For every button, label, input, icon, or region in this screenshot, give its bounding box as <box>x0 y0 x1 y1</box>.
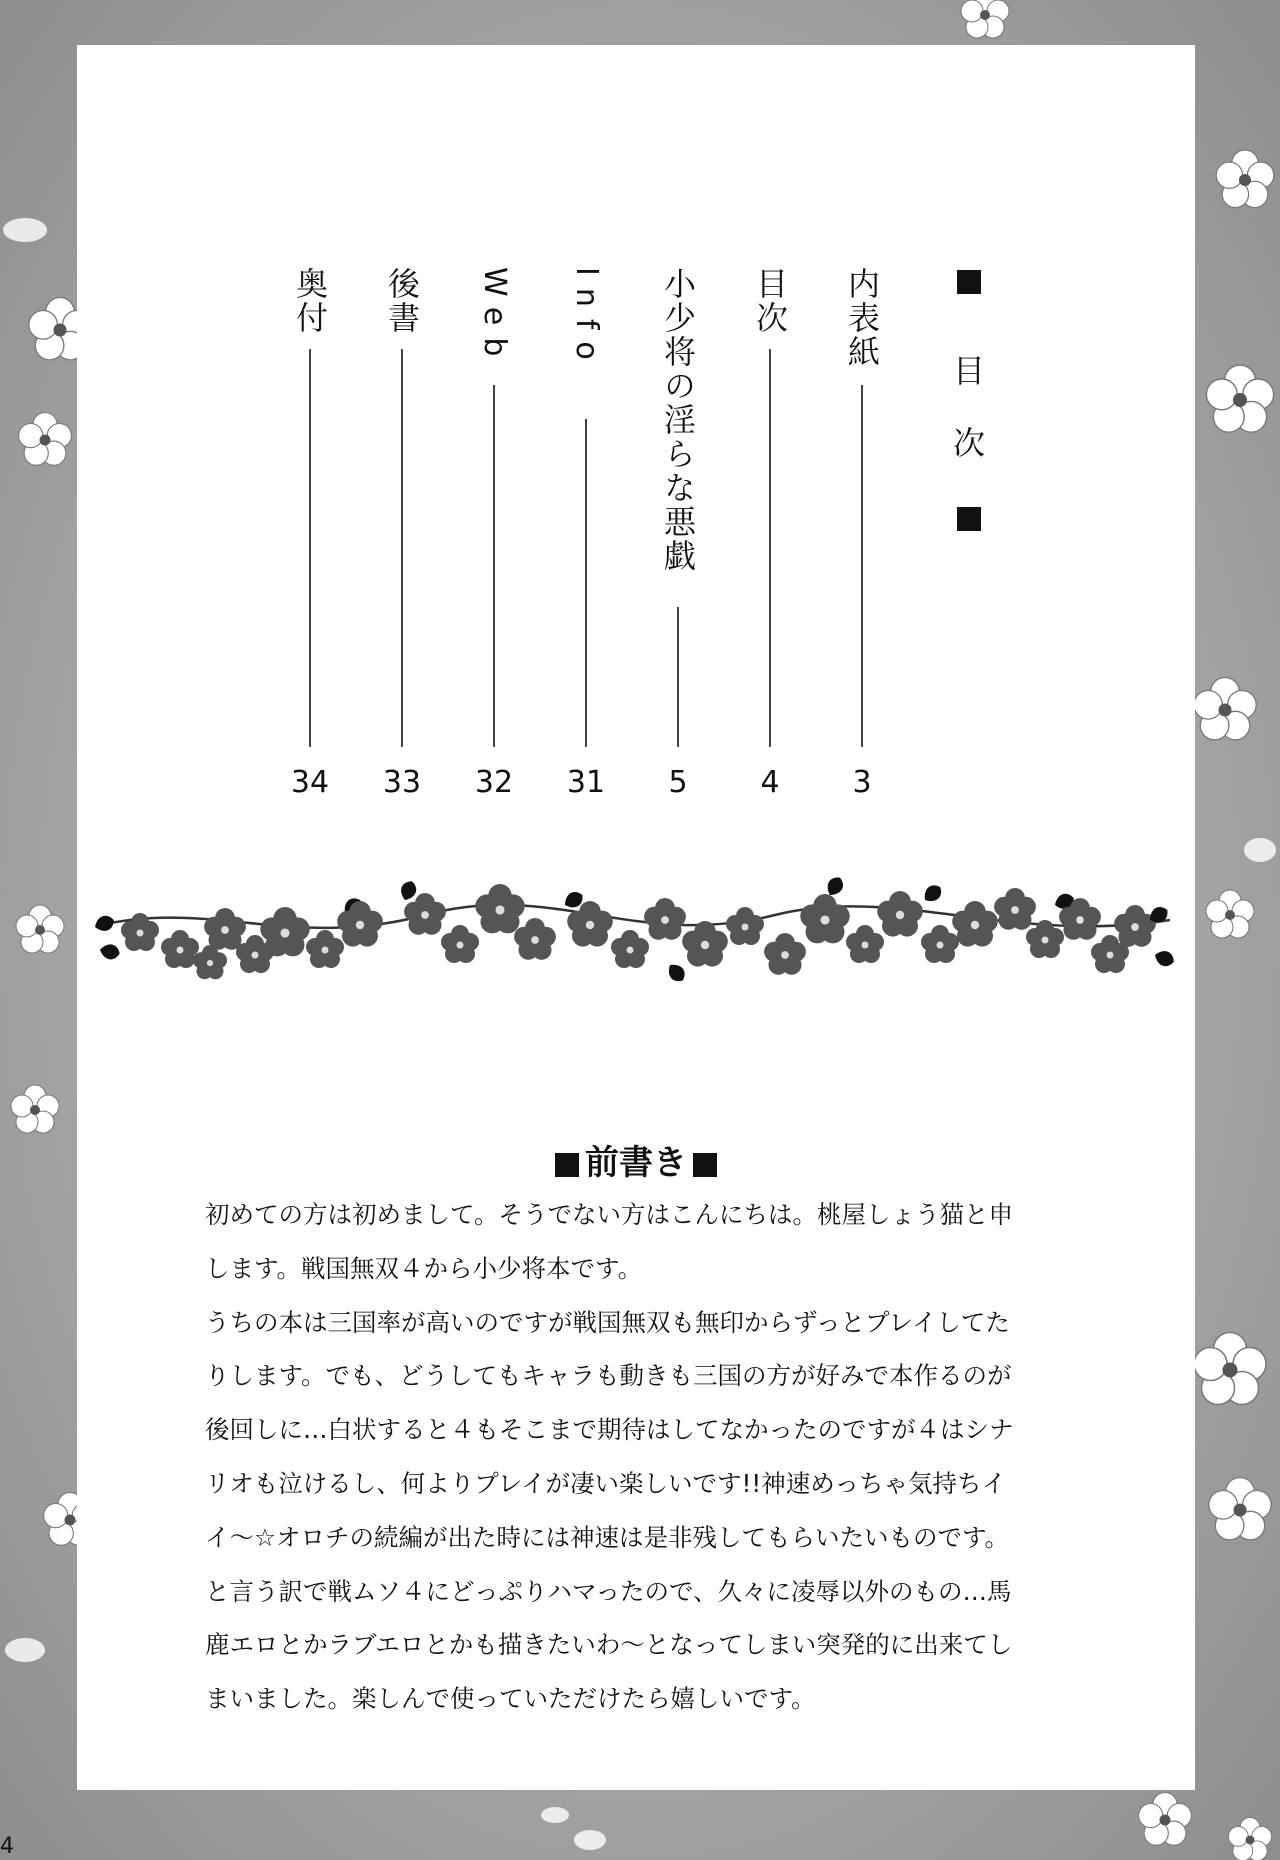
preface-line: イ～☆オロチの続編が出た時には神速は是非残してもらいたいものです。 <box>205 1522 1010 1552</box>
toc-item-title: 内表紙 <box>843 267 881 369</box>
toc-item-title: 奥付 <box>291 267 329 335</box>
leader-line <box>309 349 311 747</box>
leader-line <box>677 607 679 747</box>
toc-item-page: 5 <box>668 765 688 800</box>
preface-line: します。戦国無双４から小少将本です。 <box>205 1253 643 1283</box>
preface-line: りします。でも、どうしてもキャラも動きも三国の方が好みで本作るのが <box>205 1361 1012 1391</box>
toc-item-page: 33 <box>382 765 422 800</box>
toc-heading-char: 次 <box>952 424 985 462</box>
square-bullet-icon <box>957 270 981 294</box>
toc-item[interactable] <box>556 267 616 807</box>
preface-line: まいました。楽しんで使っていただけたら嬉しいです。 <box>205 1684 816 1714</box>
toc-item-page: 32 <box>474 765 514 800</box>
leader-line <box>493 385 495 747</box>
toc-item-page: 34 <box>290 765 330 800</box>
preface-title <box>77 1135 1195 1184</box>
toc-item[interactable] <box>280 267 340 807</box>
preface-line: リオも泣けるし、何よりプレイが凄い楽しいです!!神速めっちゃ気持ちイ <box>205 1468 1006 1498</box>
leader-line <box>401 349 403 747</box>
toc-item[interactable] <box>832 267 892 807</box>
page-number: 4 <box>0 1834 14 1859</box>
toc-item-page: 4 <box>760 765 780 800</box>
square-bullet-icon <box>693 1153 717 1177</box>
toc-item-title: 後書 <box>383 267 421 335</box>
square-bullet-icon <box>957 507 981 531</box>
toc-item[interactable] <box>372 267 432 807</box>
preface-line: と言う訳で戦ムソ４にどっぷりハマったので、久々に凌辱以外のもの…馬 <box>205 1576 1012 1606</box>
preface-body <box>205 1188 1165 1726</box>
preface-line: 鹿エロとかラブエロとかも描きたいわ～となってしまい突発的に出来てし <box>205 1630 1013 1660</box>
table-of-contents <box>77 45 1195 845</box>
toc-heading-char: 目 <box>952 352 985 390</box>
toc-item[interactable] <box>648 267 708 807</box>
leader-line <box>861 385 863 747</box>
toc-heading <box>939 270 999 531</box>
toc-item-title: 小少将の淫らな悪戯 <box>659 267 697 573</box>
leader-line <box>585 419 587 747</box>
leader-line <box>769 349 771 747</box>
preface-title-text: 前書き <box>585 1143 687 1183</box>
floral-divider <box>95 855 1175 985</box>
toc-item-page: 3 <box>852 765 872 800</box>
toc-item[interactable] <box>740 267 800 807</box>
toc-item-title: Web <box>477 267 512 369</box>
preface-line: 初めての方は初めまして。そうでない方はこんにちは。桃屋しょう猫と申 <box>205 1200 1014 1229</box>
square-bullet-icon <box>555 1153 579 1177</box>
toc-item-page: 31 <box>566 765 606 800</box>
toc-item-title: Info <box>569 267 604 372</box>
toc-item-title: 目次 <box>751 267 789 335</box>
content-page <box>77 45 1195 1790</box>
toc-item[interactable] <box>464 267 524 807</box>
preface-line: 後回しに…白状すると４もそこまで期待はしてなかったのですが４はシナ <box>205 1415 1014 1445</box>
preface-line: うちの本は三国率が高いのですが戦国無双も無印からずっとプレイしてた <box>205 1307 1010 1337</box>
